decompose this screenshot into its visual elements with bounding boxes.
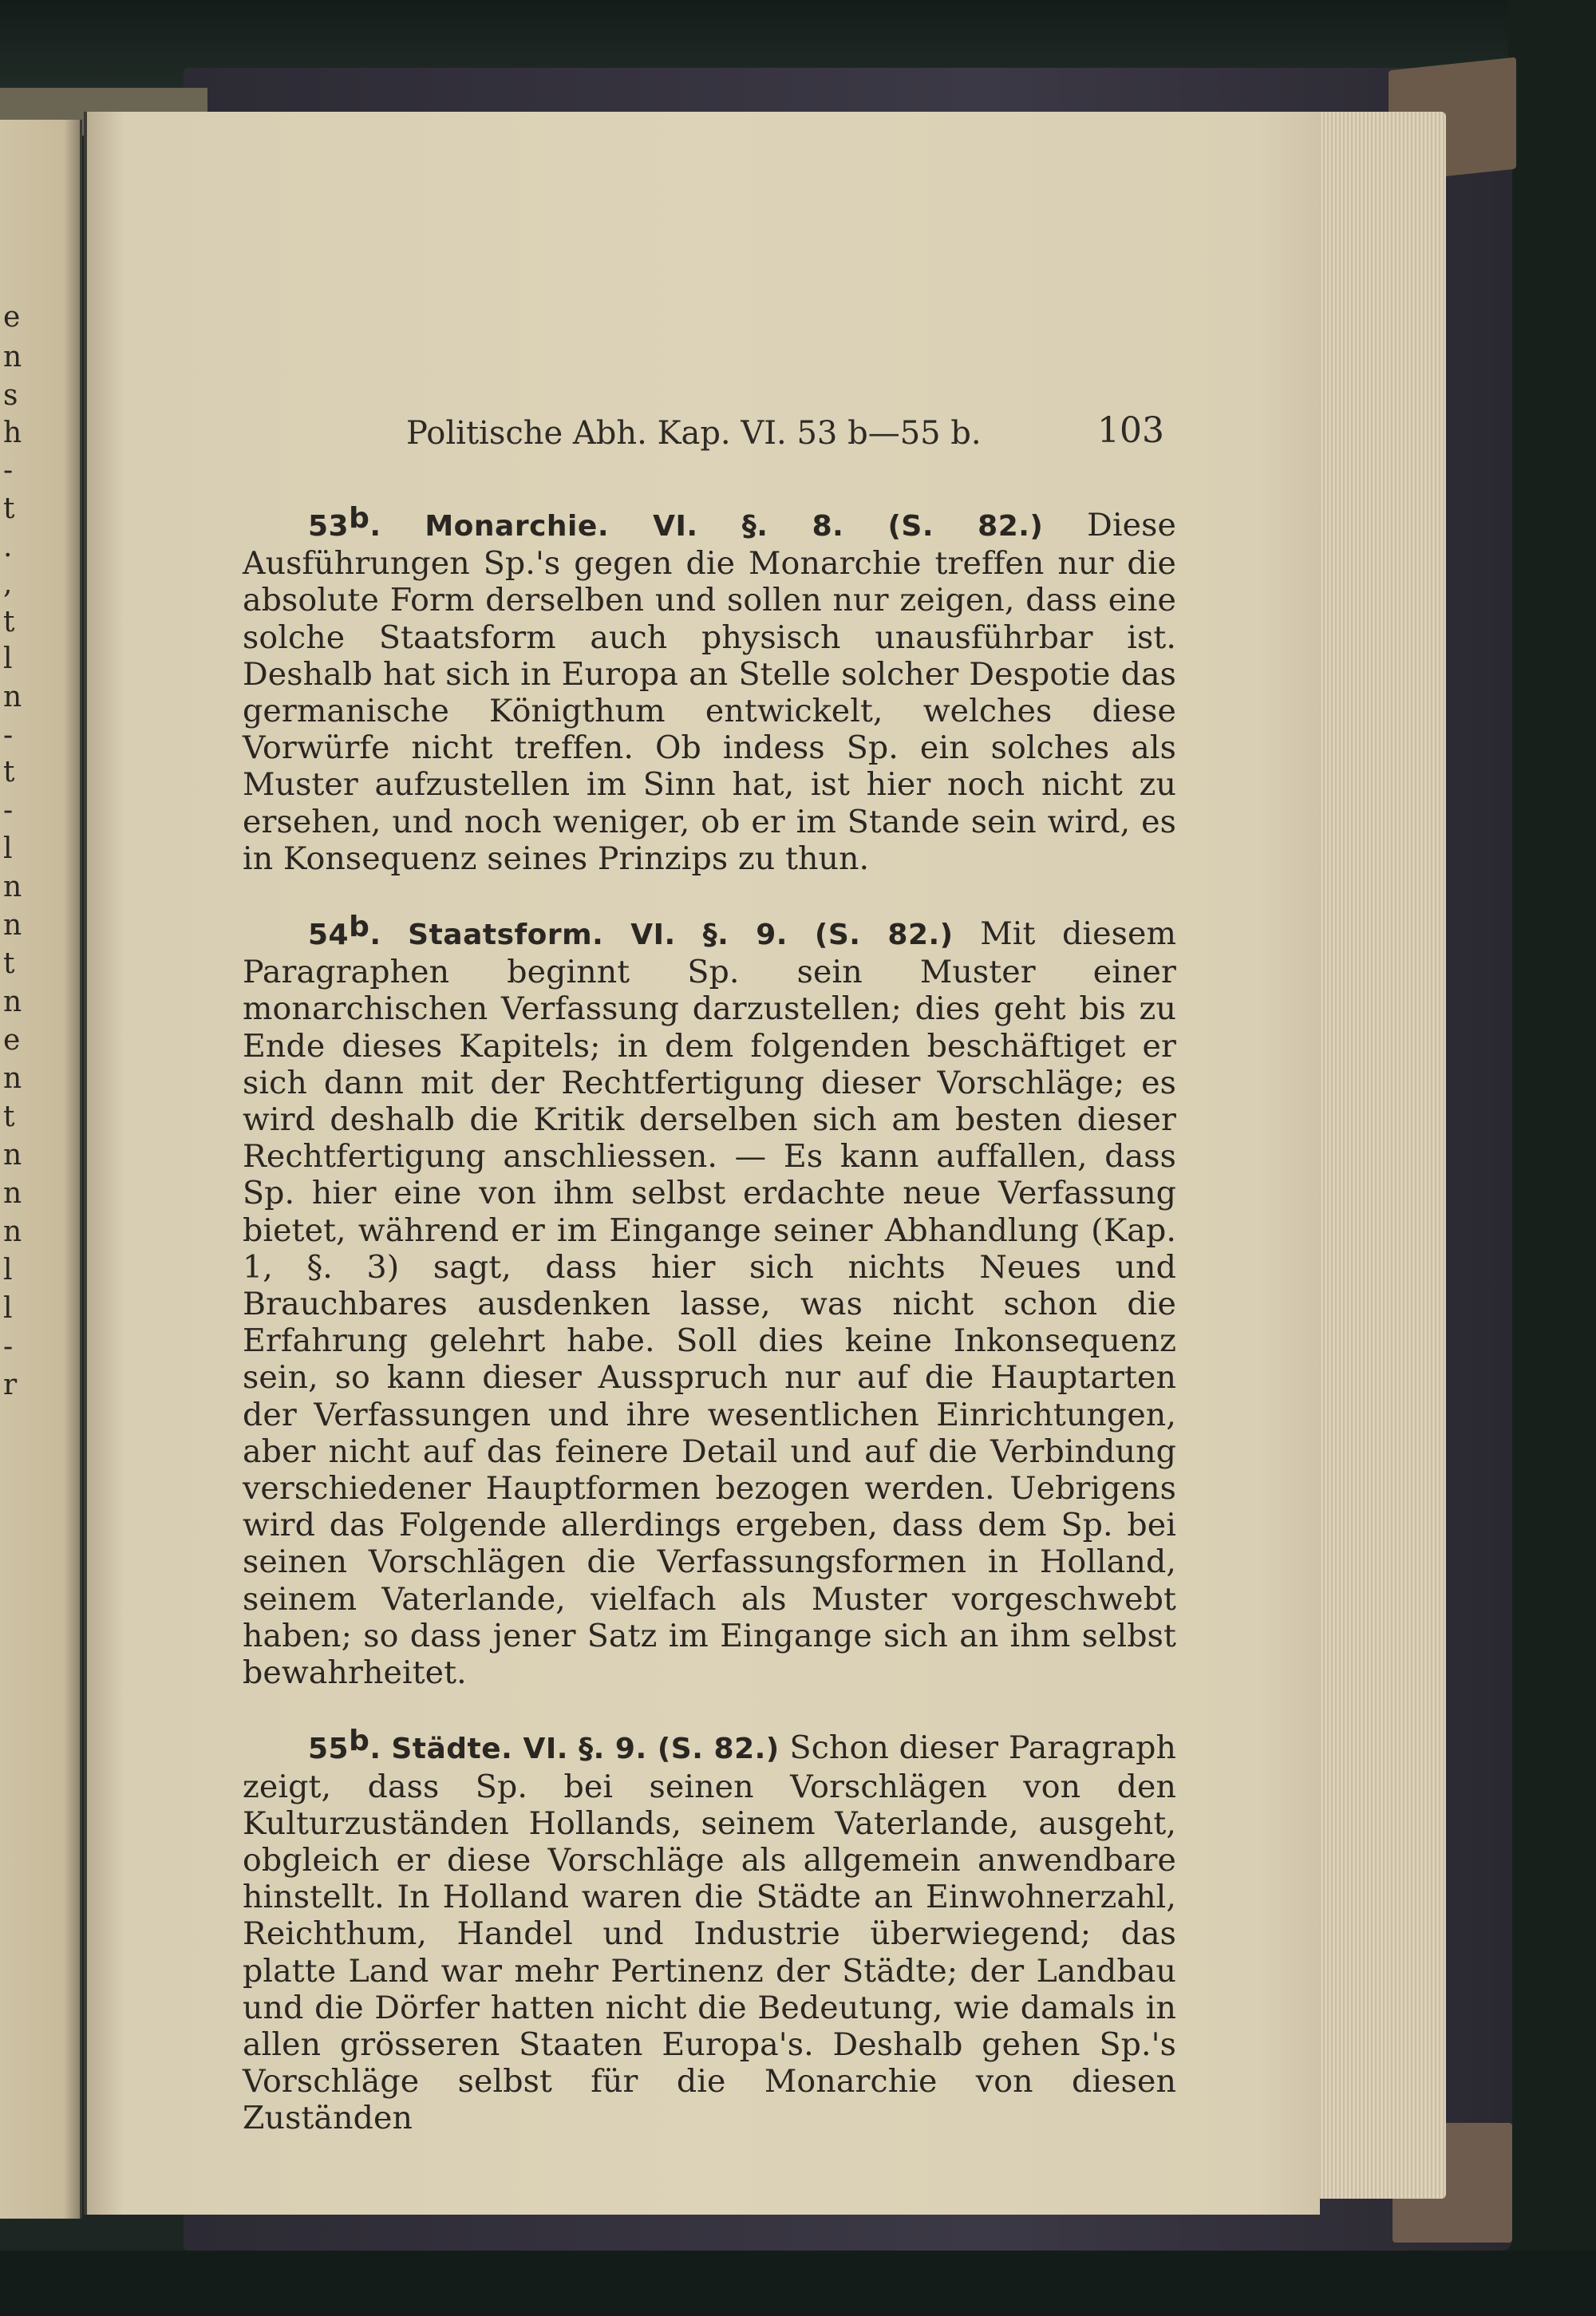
previous-page-character: - — [3, 719, 14, 752]
previous-page-character: t — [3, 756, 15, 788]
paragraph-number: 54 — [308, 919, 350, 952]
previous-page-character: l — [3, 642, 13, 675]
paragraph-53b — [243, 500, 1176, 877]
previous-page-character: h — [3, 417, 22, 449]
paragraph-number: 53 — [308, 510, 350, 543]
previous-page-character: l — [3, 832, 13, 865]
background-right — [1508, 0, 1596, 2316]
paragraph-sup: b — [349, 1725, 370, 1758]
book-page — [84, 112, 1320, 2215]
previous-page-character: n — [3, 1177, 22, 1210]
previous-page-character: . — [3, 531, 13, 563]
paragraph-lemma: Städte. VI. §. 9. (S. 82.) — [391, 1733, 780, 1766]
paragraph-sup: b — [349, 502, 370, 535]
previous-page-character: e — [3, 1024, 21, 1057]
running-header — [406, 410, 1172, 460]
previous-page-character: n — [3, 681, 22, 713]
previous-page-character: l — [3, 1254, 13, 1286]
paragraph-dot: . — [369, 1733, 381, 1766]
paragraph-lemma: Monarchie. VI. §. 8. (S. 82.) — [425, 510, 1044, 543]
previous-page-character: t — [3, 492, 15, 525]
paragraph-sup: b — [349, 911, 370, 944]
previous-page-character: - — [3, 1330, 14, 1363]
previous-page-character: - — [3, 454, 14, 487]
previous-page-character: e — [3, 301, 21, 334]
previous-page-character: n — [3, 871, 22, 903]
running-header-title: Politische Abh. Kap. VI. 53 b—55 b. — [406, 415, 982, 452]
previous-page-edge — [0, 120, 82, 2219]
previous-page-character: t — [3, 606, 15, 638]
previous-page-character: n — [3, 909, 22, 942]
page-number: 103 — [1097, 410, 1164, 451]
paragraph-text: Mit diesem Paragraphen beginnt Sp. sein Muster einer monarchischen Verfassung darzustellen; dies geht bis zu Ende dieses Kapitels; in dem folgenden beschäftiget er sich dann mit der Rechtfertigung dieser Vorschläge; es wird deshalb die Kritik derselben sich am besten dieser Rechtfertigung anschliessen. — Es kann auffallen, dass Sp. hier eine von ihm selbst erdachte neue Verfassung bietet, während er im Eingange seiner Abhandlung (Kap. 1, §. 3) sagt, dass hier sich nichts Neues und Brauchbares ausdenken lasse, was nicht schon die Erfahrung gelehrt habe. Soll dies keine Inkonsequenz sein, so kann dieser Ausspruch nur auf die Hauptarten der Verfassungen und ihre wesentlichen Einrichtungen, aber nicht auf das feinere Detail und auf die Verbindung verschiedener Hauptformen bezogen werden. Uebrigens wird das Folgende allerdings ergeben, dass dem Sp. bei seinen Vorschlägen die Verfassungsformen in Holland, seinem Vaterlande, vielfach als Muster vorgeschwebt haben; so dass jener Satz im Eingange sich an ihm selbst bewahrheitet. — [243, 915, 1177, 1692]
previous-page-character: s — [3, 379, 18, 412]
previous-page-character: r — [3, 1369, 18, 1401]
paragraph-dot: . — [369, 919, 381, 952]
paragraph-number: 55 — [308, 1733, 350, 1766]
previous-page-character: n — [3, 1139, 22, 1172]
previous-page-character: n — [3, 986, 22, 1018]
previous-page-character: - — [3, 794, 14, 827]
paragraph-lemma: Staatsform. VI. §. 9. (S. 82.) — [408, 919, 954, 952]
paragraph-54b — [243, 909, 1176, 1691]
previous-page-character: , — [3, 567, 13, 600]
paragraph-dot: . — [369, 510, 381, 543]
page-body — [243, 500, 1176, 2169]
background-bottom — [0, 2251, 1596, 2316]
paragraph-text: Diese Ausführungen Sp.'s gegen die Monarchie treffen nur die absolute Form derselben und sollen nur zeigen, dass eine solche Staatsform auch physisch unausführbar ist. Deshalb hat sich in Europa an Stelle solcher Despotie das germanische Königthum entwickelt, welches diese Vorwürfe nicht treffen. Ob indess Sp. ein solches als Muster aufzustellen im Sinn hat, ist hier noch nicht zu ersehen, und noch weniger, ob er im Stande sein wird, es in Konsequenz seines Prinzips zu thun. — [243, 507, 1176, 877]
previous-page-character: l — [3, 1292, 13, 1325]
paragraph-text: Schon dieser Paragraph zeigt, dass Sp. bei seinen Vorschlägen von den Kulturzuständen Hollands, seinem Vaterlande, ausgeht, obgleich er diese Vorschläge als allgemein anwendbare hinstellt. In Holland waren die Städte an Einwohnerzahl, Reichthum, Handel und Industrie überwiegend; das platte Land war mehr Pertinenz der Städte; der Landbau und die Dörfer hatten nicht die Bedeutung, wie damals in allen grösseren Staaten Europa's. Deshalb gehen Sp.'s Vorschläge selbst für die Monarchie von diesen Zuständen — [243, 1729, 1176, 2137]
previous-page-character: n — [3, 1215, 22, 1248]
previous-page-character: t — [3, 1101, 15, 1133]
paragraph-55b — [243, 1723, 1176, 2136]
previous-page-character: n — [3, 1062, 22, 1095]
previous-page-character: t — [3, 947, 15, 980]
previous-page-character: n — [3, 341, 22, 373]
